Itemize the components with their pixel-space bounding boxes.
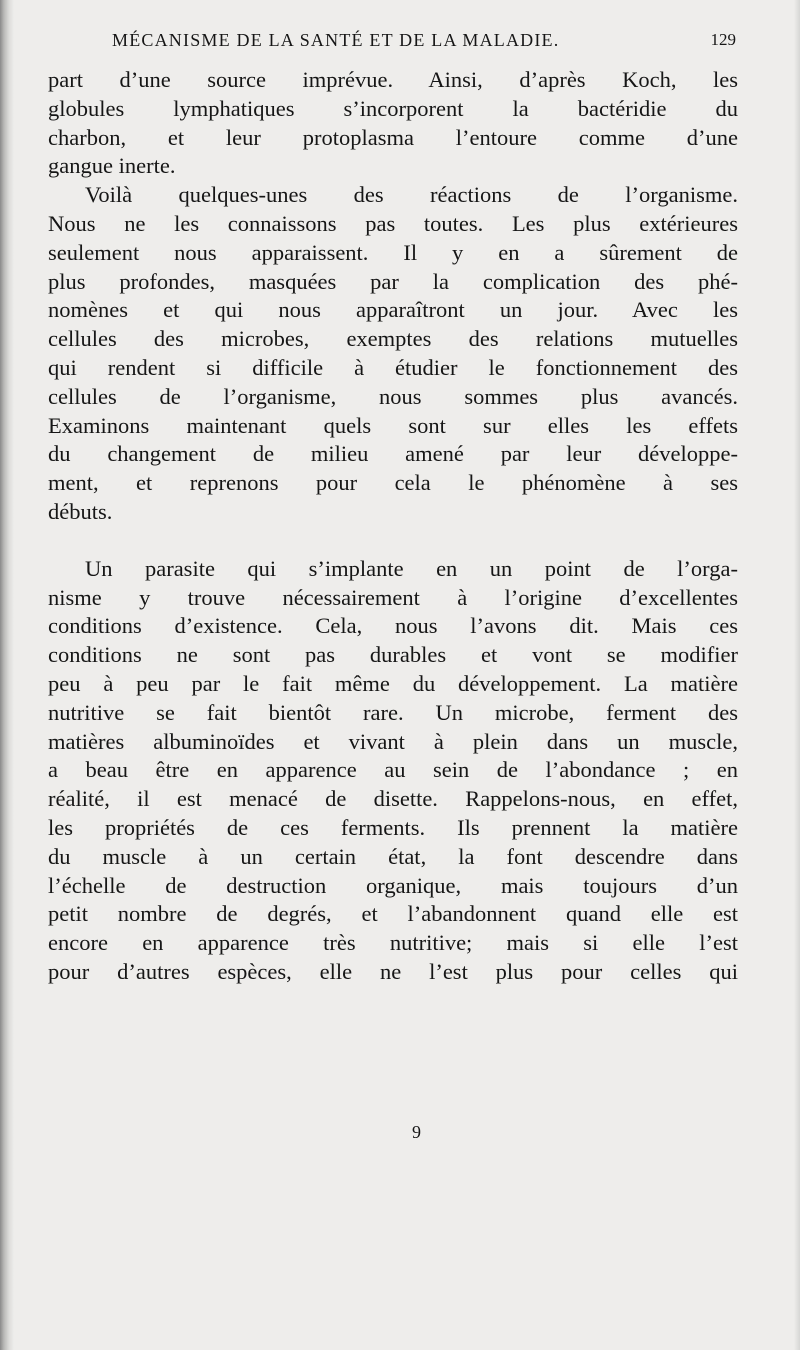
paragraph-1 bbox=[48, 66, 738, 181]
signature-mark: 9 bbox=[412, 1122, 421, 1142]
page-header bbox=[112, 30, 736, 56]
text-line: globules lymphatiques s’incorporent la bactéridie du bbox=[48, 95, 738, 121]
paragraph-2 bbox=[48, 181, 738, 527]
text-line: cellules de l’organisme, nous sommes plus avancés. bbox=[48, 383, 738, 409]
text-line: du changement de milieu amené par leur développe- bbox=[48, 441, 738, 467]
text-line: seulement nous apparaissent. Il y en a sûrement de bbox=[48, 239, 738, 265]
text-line: ment, et reprenons pour cela le phénomène à ses bbox=[48, 470, 738, 496]
text-line: conditions ne sont pas durables et vont se modifier bbox=[48, 642, 738, 668]
page-edge-shadow bbox=[794, 0, 800, 1350]
page-binding-shadow bbox=[0, 0, 14, 1350]
text-line: nisme y trouve nécessairement à l’origine d’excellentes bbox=[48, 584, 738, 610]
text-line: l’échelle de destruction organique, mais toujours d’un bbox=[48, 872, 738, 898]
text-line: peu à peu par le fait même du développement. La matière bbox=[48, 670, 738, 696]
body-text bbox=[48, 66, 738, 987]
text-line: a beau être en apparence au sein de l’abondance ; en bbox=[48, 757, 738, 783]
text-line: encore en apparence très nutritive; mais si elle l’est bbox=[48, 930, 738, 956]
text-line: Nous ne les connaissons pas toutes. Les plus extérieures bbox=[48, 210, 738, 236]
text-line: matières albuminoïdes et vivant à plein dans un muscle, bbox=[48, 728, 738, 754]
text-line: part d’une source imprévue. Ainsi, d’après Koch, les bbox=[48, 67, 738, 92]
text-line: conditions d’existence. Cela, nous l’avons dit. Mais ces bbox=[48, 613, 738, 639]
text-line: charbon, et leur protoplasma l’entoure comme d’une bbox=[48, 124, 738, 150]
text-line: les propriétés de ces ferments. Ils prennent la matière bbox=[48, 814, 738, 840]
text-line: réalité, il est menacé de disette. Rappelons-nous, en effet, bbox=[48, 786, 738, 812]
text-line: nomènes et qui nous apparaîtront un jour. Avec les bbox=[48, 297, 738, 323]
text-line: débuts. bbox=[48, 498, 113, 524]
text-line: plus profondes, masquées par la complication des phé- bbox=[48, 268, 738, 294]
page-number: 129 bbox=[710, 30, 736, 49]
text-line: Un parasite qui s’implante en un point de l’orga- bbox=[85, 555, 738, 581]
text-line: qui rendent si difficile à étudier le fonctionnement des bbox=[48, 354, 738, 380]
paragraph-3 bbox=[48, 555, 738, 987]
text-line: Voilà quelques-unes des réactions de l’organisme. bbox=[85, 182, 738, 208]
text-line: gangue inerte. bbox=[48, 153, 176, 179]
text-line: cellules des microbes, exemptes des relations mutuelles bbox=[48, 326, 738, 352]
running-title: MÉCANISME DE LA SANTÉ ET DE LA MALADIE. bbox=[112, 30, 560, 50]
text-line: du muscle à un certain état, la font descendre dans bbox=[48, 843, 738, 869]
text-line: pour d’autres espèces, elle ne l’est plus pour celles qui bbox=[48, 958, 738, 984]
text-line: nutritive se fait bientôt rare. Un microbe, ferment des bbox=[48, 699, 738, 725]
paragraph-gap bbox=[48, 527, 738, 555]
text-line: Examinons maintenant quels sont sur elles les effets bbox=[48, 412, 738, 438]
text-line: petit nombre de degrés, et l’abandonnent quand elle est bbox=[48, 901, 738, 927]
